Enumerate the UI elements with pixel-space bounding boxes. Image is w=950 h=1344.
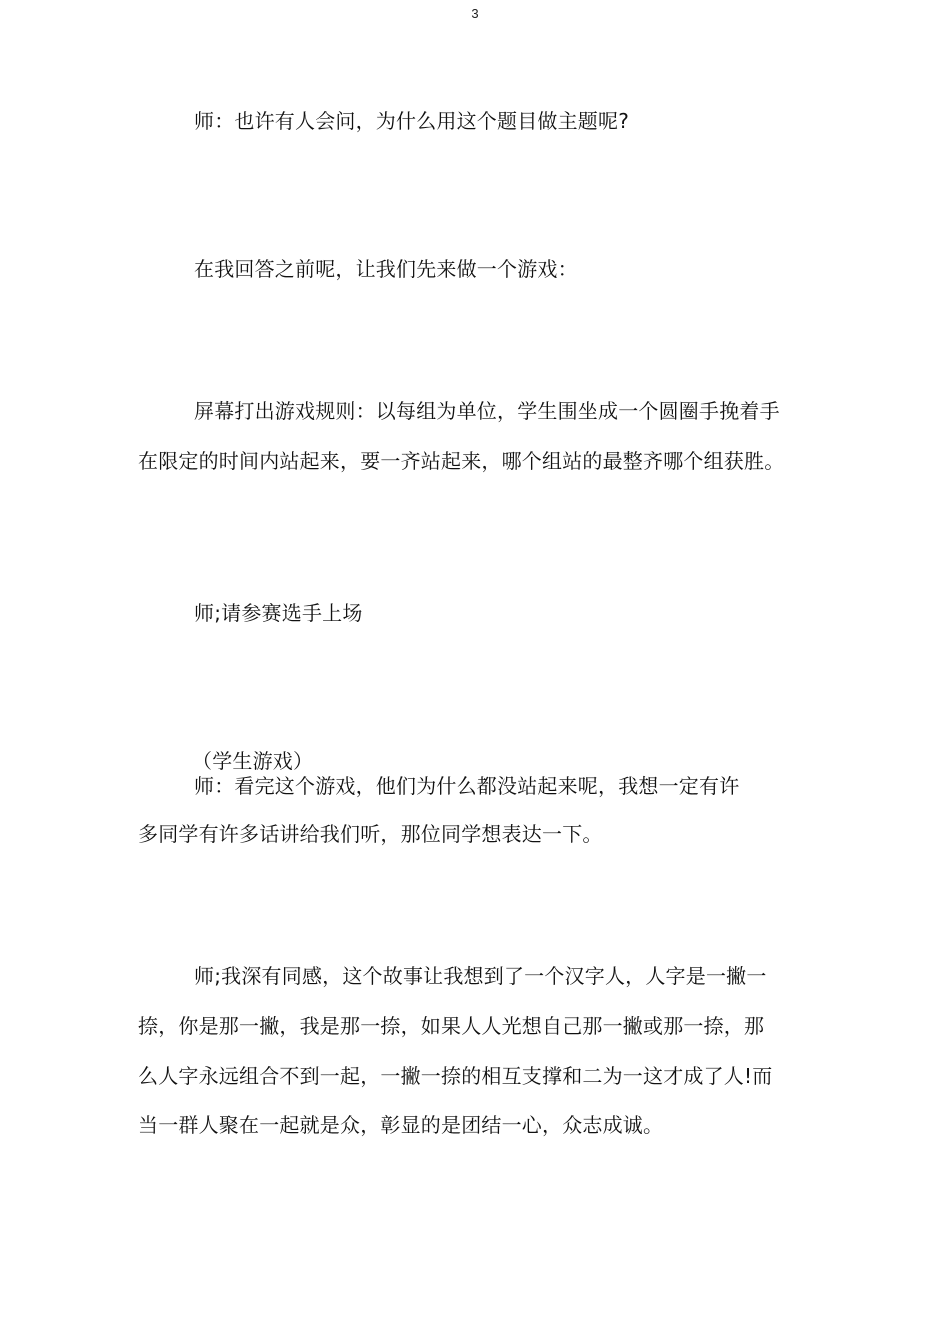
- paragraph-game-intro: 在我回答之前呢，让我们先来做一个游戏：: [194, 257, 578, 281]
- paragraph-reflection-line-1: 师;我深有同感，这个故事让我想到了一个汉字人，人字是一撇一: [194, 964, 767, 988]
- paragraph-teacher-question: 师：也许有人会问，为什么用这个题目做主题呢?: [194, 109, 630, 133]
- paragraph-game-rules-line-2: 在限定的时间内站起来，要一齐站起来，哪个组站的最整齐哪个组获胜。: [138, 449, 785, 473]
- page-number: 3: [471, 6, 479, 21]
- paragraph-contestants: 师;请参赛选手上场: [194, 601, 363, 625]
- paragraph-reflection-line-4: 当一群人聚在一起就是众，彰显的是团结一心，众志成诚。: [138, 1113, 664, 1137]
- paragraph-game-rules-line-1: 屏幕打出游戏规则：以每组为单位，学生围坐成一个圆圈手挽着手: [194, 399, 780, 423]
- paragraph-after-game-line-2: 多同学有许多话讲给我们听，那位同学想表达一下。: [138, 822, 603, 846]
- paragraph-student-game: （学生游戏）: [192, 749, 314, 773]
- paragraph-reflection-line-3: 么人字永远组合不到一起，一撇一捺的相互支撑和二为一这才成了人!而: [138, 1064, 773, 1088]
- paragraph-reflection-line-2: 捺，你是那一撇，我是那一捺，如果人人光想自己那一撇或那一捺，那: [138, 1014, 765, 1038]
- paragraph-after-game-line-1: 师：看完这个游戏，他们为什么都没站起来呢，我想一定有许: [194, 774, 740, 798]
